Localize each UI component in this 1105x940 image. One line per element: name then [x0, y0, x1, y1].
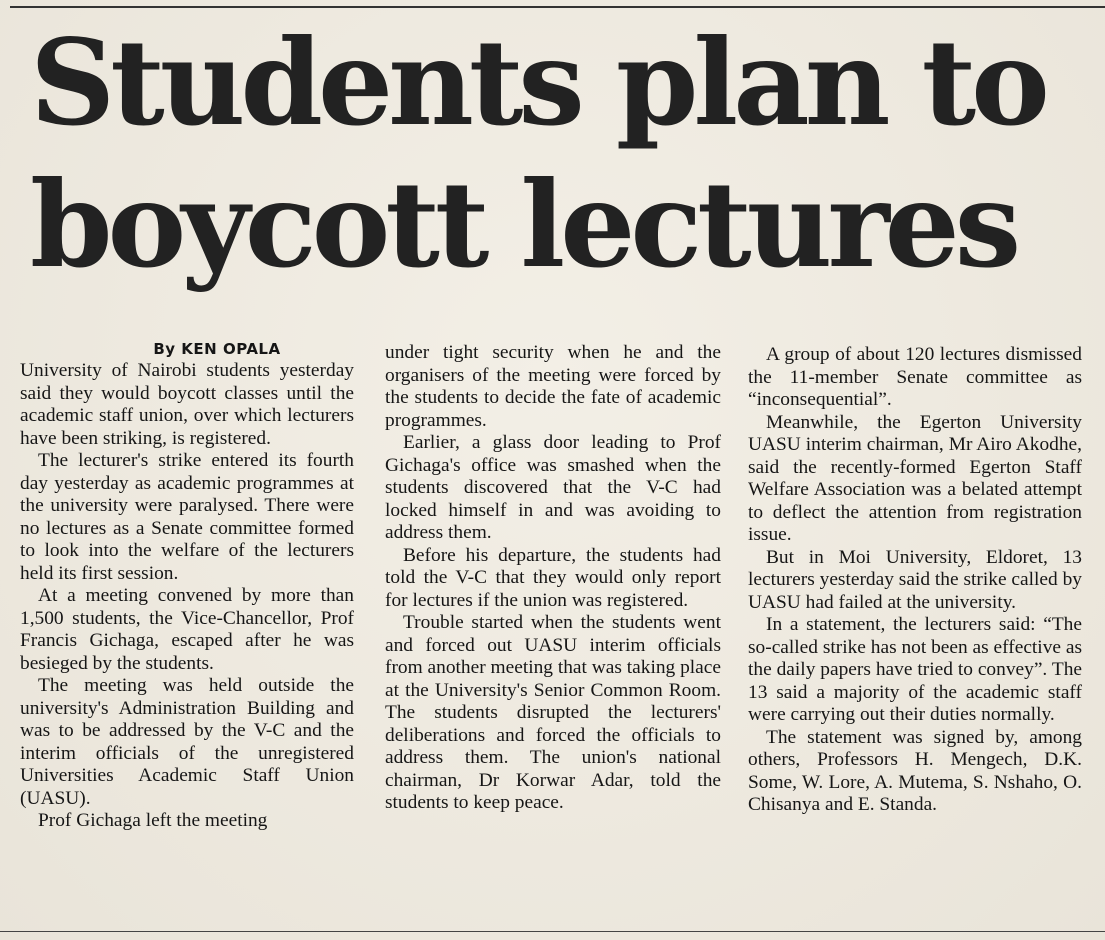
top-rule [10, 6, 1105, 8]
paragraph: Earlier, a glass door leading to Prof Gichaga's office was smashed when the students discovered that the V-C had locked himself in and was avoiding to address them. [385, 432, 721, 543]
paragraph: The statement was signed by, among others, Professors H. Mengech, D.K. Some, W. Lore, A. Mutema, S. Nshaho, O. Chisanya and E. Standa. [748, 726, 1082, 815]
paragraph: Meanwhile, the Egerton University UASU interim chairman, Mr Airo Akodhe, said the recently-formed Egerton Staff Welfare Association was a belated attempt to deflect the attention from registration issue. [748, 411, 1082, 545]
paragraph: In a statement, the lecturers said: “The so-called strike has not been as effective as the daily papers have tried to convey”. The 13 said a majority of the academic staff were carrying out their duties normally. [748, 614, 1082, 725]
paragraph: Prof Gichaga left the meeting [38, 810, 268, 831]
paragraph: Trouble started when the students went and forced out UASU interim officials from another meeting that was taking place at the University's Senior Common Room. The students disrupted the lecturers' deliberations and forced the officials to address them. The union's national chairman, Dr Korwar Adar, told the students to keep peace. [385, 612, 721, 813]
headline [30, 12, 1090, 296]
paragraph: The meeting was held outside the university's Administration Building and was to be addressed by the V-C and the interim officials of the unregistered Universities Academic Staff Union (UASU). [20, 675, 354, 809]
column-1 [20, 338, 354, 833]
column-2 [385, 342, 721, 815]
paragraph: under tight security when he and the organisers of the meeting were forced by the students to decide the fate of academic programmes. [385, 342, 721, 431]
column-3 [748, 344, 1082, 817]
bottom-rule [0, 931, 1105, 932]
paragraph: Before his departure, the students had told the V-C that they would only report for lectures if the union was registered. [385, 544, 721, 611]
byline: By KEN OPALA [153, 340, 281, 358]
headline-line-2: boycott lectures [30, 155, 1017, 294]
paragraph: The lecturer's strike entered its fourth day yesterday as academic programmes at the university were paralysed. There were no lectures as a Senate committee formed to look into the welfare of the lecturers held its first session. [20, 450, 354, 584]
headline-line-1: Students plan to [30, 13, 1045, 152]
paragraph: A group of about 120 lectures dismissed the 11-member Senate committee as “inconsequential”. [748, 344, 1082, 410]
paragraph: University of Nairobi students yesterday said they would boycott classes until the academic staff union, over which lecturers have been striking, is registered. [20, 360, 354, 449]
paragraph: At a meeting convened by more than 1,500 students, the Vice-Chancellor, Prof Francis Gichaga, escaped after he was besieged by the students. [20, 585, 354, 674]
paragraph: But in Moi University, Eldoret, 13 lecturers yesterday said the strike called by UASU had failed at the university. [748, 546, 1082, 613]
